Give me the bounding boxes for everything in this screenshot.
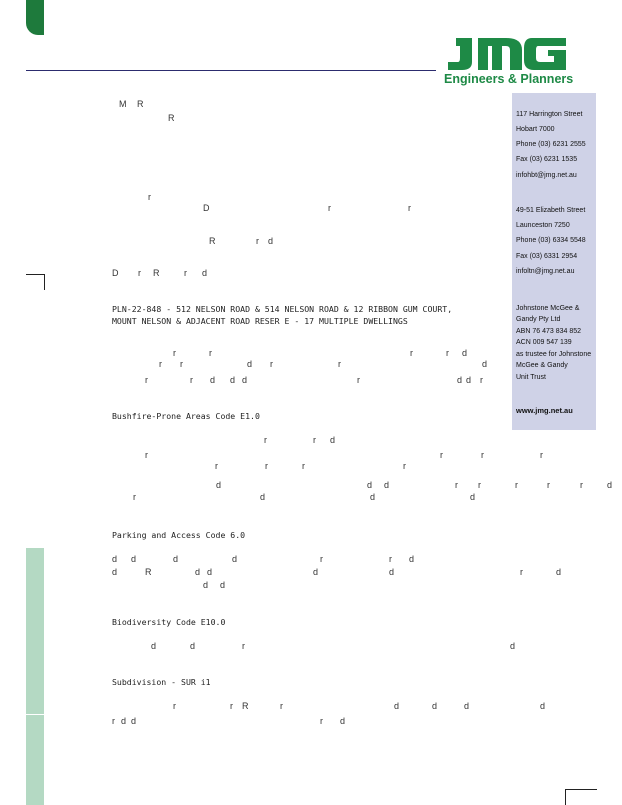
subject-line: MOUNT NELSON & ADJACENT ROAD RESER E - 17 MULTIPLE DWELLINGS (112, 316, 408, 326)
text-fragment: R (153, 268, 160, 278)
text-fragment: d (202, 268, 208, 278)
text-fragment: r (338, 359, 341, 369)
text-fragment: r (133, 492, 136, 502)
text-fragment: r (480, 375, 483, 385)
text-fragment: d (313, 567, 319, 577)
text-fragment: d (232, 554, 238, 564)
sidebar-email[interactable]: infoltn@jmg.net.au (516, 268, 575, 275)
crop-mark (44, 274, 45, 290)
text-fragment: r (184, 268, 187, 278)
text-fragment: d (510, 641, 516, 651)
text-fragment: r (446, 348, 449, 358)
text-fragment: d (389, 567, 395, 577)
text-fragment: r (440, 450, 443, 460)
left-accent-bar (26, 548, 44, 805)
text-fragment: r (580, 480, 583, 490)
text-fragment: r (515, 480, 518, 490)
text-fragment: r (145, 450, 148, 460)
sidebar-abn: ABN 76 473 834 852 (516, 328, 581, 335)
text-fragment: r (357, 375, 360, 385)
text-fragment: d (112, 567, 118, 577)
text-fragment: d (370, 492, 376, 502)
text-fragment: d (462, 348, 468, 358)
text-fragment: d (210, 375, 216, 385)
text-fragment: d (190, 641, 196, 651)
crop-mark (26, 274, 44, 275)
crop-mark (565, 789, 597, 790)
text-fragment: R (242, 701, 249, 711)
sidebar-website-link[interactable]: www.jmg.net.au (516, 406, 573, 415)
text-fragment: d (268, 236, 274, 246)
text-fragment: d (466, 375, 472, 385)
text-fragment: D (112, 268, 119, 278)
text-fragment: r (159, 359, 162, 369)
sidebar-address-line: Hobart 7000 (516, 126, 555, 133)
text-fragment: d (242, 375, 248, 385)
text-fragment: d (464, 701, 470, 711)
header-rule (26, 70, 436, 71)
section-heading: Subdivision - SUR i1 (112, 677, 211, 687)
text-fragment: d (121, 716, 127, 726)
sidebar-email[interactable]: infohbt@jmg.net.au (516, 172, 577, 179)
sidebar-company-line: Johnstone McGee & (516, 305, 580, 312)
text-fragment: d (540, 701, 546, 711)
sidebar-company-line: Gandy Pty Ltd (516, 316, 561, 323)
contact-sidebar (512, 93, 596, 430)
text-fragment: R (168, 113, 175, 123)
sidebar-company-line: McGee & Gandy (516, 362, 568, 369)
text-fragment: r (215, 461, 218, 471)
sidebar-acn: ACN 009 547 139 (516, 339, 572, 346)
text-fragment: r (264, 435, 267, 445)
text-fragment: r (389, 554, 392, 564)
text-fragment: r (242, 641, 245, 651)
text-fragment: d (384, 480, 390, 490)
text-fragment: r (478, 480, 481, 490)
text-fragment: d (432, 701, 438, 711)
text-fragment: R (137, 99, 144, 109)
text-fragment: r (547, 480, 550, 490)
text-fragment: r (313, 435, 316, 445)
text-fragment: r (302, 461, 305, 471)
brand-corner-tab (26, 0, 44, 35)
text-fragment: d (230, 375, 236, 385)
text-fragment: d (260, 492, 266, 502)
sidebar-address-line: 49-51 Elizabeth Street (516, 207, 586, 214)
sidebar-phone: Phone (03) 6334 5548 (516, 237, 586, 244)
section-heading: Bushfire-Prone Areas Code E1.0 (112, 411, 260, 421)
text-fragment: d (394, 701, 400, 711)
text-fragment: d (151, 641, 157, 651)
text-fragment: d (195, 567, 201, 577)
text-fragment: r (280, 701, 283, 711)
sidebar-fax: Fax (03) 6231 1535 (516, 156, 578, 163)
text-fragment: d (607, 480, 613, 490)
section-heading: Biodiversity Code E10.0 (112, 617, 226, 627)
sidebar-company-line: Unit Trust (516, 374, 546, 381)
sidebar-address-line: Launceston 7250 (516, 222, 570, 229)
subject-line: PLN-22-848 - 512 NELSON ROAD & 514 NELSON ROAD & 12 RIBBON GUM COURT, (112, 304, 453, 314)
text-fragment: d (409, 554, 415, 564)
text-fragment: d (173, 554, 179, 564)
text-fragment: D (203, 203, 210, 213)
text-fragment: r (173, 701, 176, 711)
text-fragment: r (190, 375, 193, 385)
text-fragment: d (207, 567, 213, 577)
text-fragment: R (209, 236, 216, 246)
text-fragment: d (330, 435, 336, 445)
text-fragment: r (320, 716, 323, 726)
text-fragment: r (540, 450, 543, 460)
text-fragment: r (481, 450, 484, 460)
logo-subtitle: Engineers & Planners (444, 72, 574, 86)
sidebar-phone: Phone (03) 6231 2555 (516, 141, 586, 148)
text-fragment: r (328, 203, 331, 213)
sidebar-fax: Fax (03) 6331 2954 (516, 253, 578, 260)
text-fragment: d (482, 359, 488, 369)
text-fragment: R (145, 567, 152, 577)
text-fragment: r (173, 348, 176, 358)
sidebar-company-line: as trustee for Johnstone (516, 351, 592, 358)
text-fragment: r (408, 203, 411, 213)
text-fragment: d (457, 375, 463, 385)
text-fragment: r (320, 554, 323, 564)
text-fragment: d (131, 716, 137, 726)
text-fragment: d (216, 480, 222, 490)
section-heading: Parking and Access Code 6.0 (112, 530, 246, 540)
text-fragment: r (209, 348, 212, 358)
text-fragment: d (220, 580, 226, 590)
text-fragment: d (470, 492, 476, 502)
text-fragment: r (455, 480, 458, 490)
text-fragment: r (145, 375, 148, 385)
text-fragment: d (247, 359, 253, 369)
text-fragment: d (131, 554, 137, 564)
text-fragment: r (403, 461, 406, 471)
text-fragment: r (180, 359, 183, 369)
text-fragment: r (270, 359, 273, 369)
text-fragment: M (119, 99, 127, 109)
left-accent-divider (26, 714, 44, 715)
text-fragment: r (410, 348, 413, 358)
sidebar-address-line: 117 Harrington Street (516, 111, 583, 118)
text-fragment: r (256, 236, 259, 246)
text-fragment: d (340, 716, 346, 726)
text-fragment: d (203, 580, 209, 590)
crop-mark (565, 789, 566, 805)
text-fragment: r (520, 567, 523, 577)
text-fragment: r (138, 268, 141, 278)
text-fragment: r (230, 701, 233, 711)
text-fragment: r (112, 716, 115, 726)
text-fragment: d (112, 554, 118, 564)
text-fragment: r (148, 192, 151, 202)
text-fragment: r (265, 461, 268, 471)
text-fragment: d (367, 480, 373, 490)
text-fragment: d (556, 567, 562, 577)
